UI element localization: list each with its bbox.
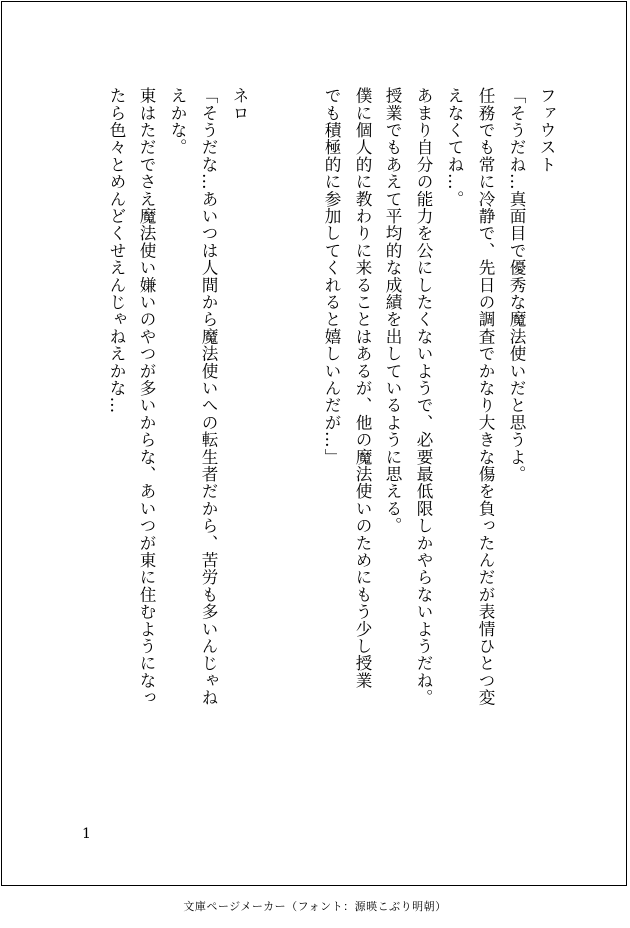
footer-caption: 文庫ページメーカー（フォント：源暎こぶり明朝） bbox=[183, 900, 447, 913]
text-line: 「そうだな…あいつは人間から魔法使いへの転生者だから、苦労も多いんじゃね bbox=[199, 87, 218, 707]
text-line: えかな。 bbox=[168, 87, 187, 156]
text-line-speaker-faust: ファウスト bbox=[537, 87, 556, 173]
text-line: 東はただでさえ魔法使い嫌いのやつが多いからな、あいつが東に住むようになっ bbox=[137, 87, 156, 707]
text-line: あまり自分の能力を公にしたくないようで、必要最低限しかやらないようだね。 bbox=[414, 87, 433, 707]
text-line-speaker-nero: ネロ bbox=[230, 87, 249, 122]
text-line: えなくてね…。 bbox=[445, 87, 464, 208]
page-frame bbox=[1, 1, 627, 886]
text-line: 授業でもあえて平均的な成績を出しているように思える。 bbox=[383, 87, 402, 535]
text-line: 「そうだね…真面目で優秀な魔法使いだと思うよ。 bbox=[507, 87, 526, 483]
text-line: 僕に個人的に教わりに来ることはあるが、他の魔法使いのためにもう少し授業 bbox=[353, 87, 372, 689]
page-number: 1 bbox=[82, 826, 91, 842]
blank-line bbox=[286, 87, 310, 807]
text-line: 任務でも常に冷静で、先日の調査でかなり大きな傷を負ったんだが表情ひとつ変 bbox=[476, 87, 495, 707]
text-line: でも積極的に参加してくれると嬉しいんだが…」 bbox=[322, 87, 341, 466]
text-line: たら色々とめんどくせえんじゃねえかな… bbox=[107, 87, 126, 414]
